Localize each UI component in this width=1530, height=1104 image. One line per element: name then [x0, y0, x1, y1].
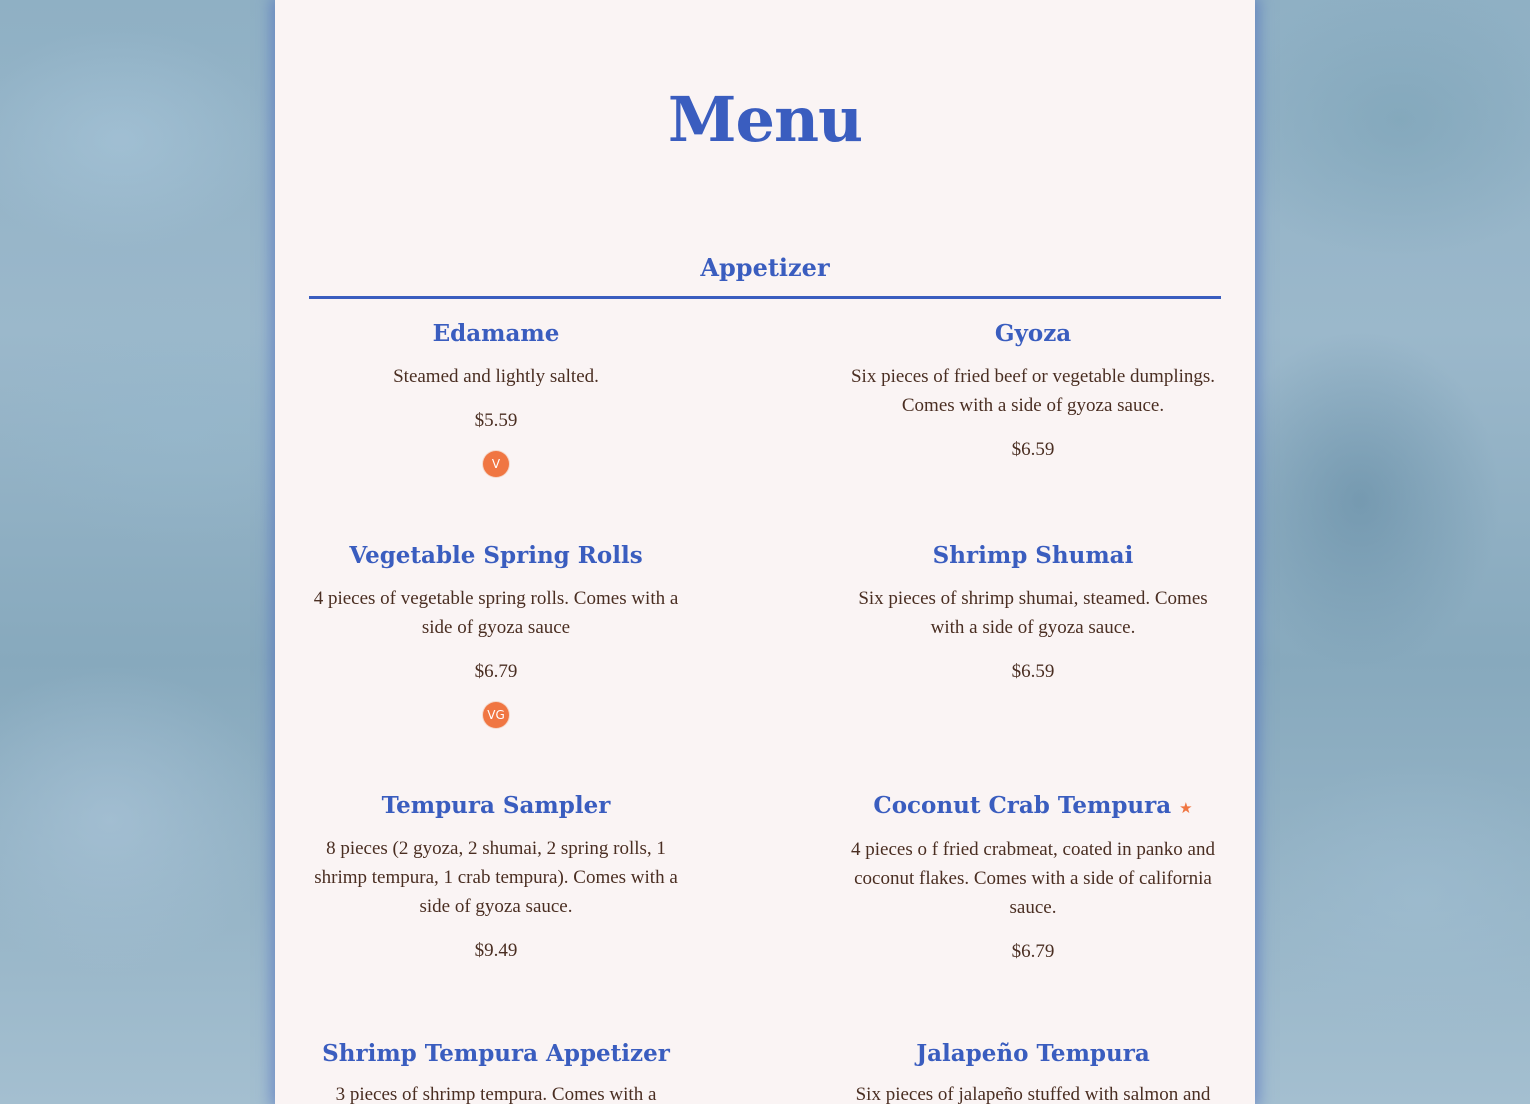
menu-item-jalapeno-tempura: [845, 1037, 1221, 1104]
item-price: $6.59: [1011, 661, 1055, 682]
item-name: Edamame: [432, 320, 560, 347]
menu-item-coconut-crab-tempura: [845, 789, 1221, 966]
section-title-appetizer: Appetizer: [700, 253, 830, 282]
menu-item-vegetable-spring-rolls: [308, 539, 684, 728]
item-name: Shrimp Tempura Appetizer: [322, 1040, 670, 1067]
item-name: Jalapeño Tempura: [916, 1040, 1150, 1067]
vegan-badge: VG: [483, 702, 509, 728]
item-description: Steamed and lightly salted.: [393, 366, 599, 387]
item-price: $6.79: [474, 661, 518, 682]
item-description: 4 pieces of vegetable spring rolls. Comes with a side of gyoza sauce: [313, 588, 679, 638]
item-name: Gyoza: [994, 320, 1072, 347]
item-price: $5.59: [474, 410, 518, 431]
item-description: Six pieces of shrimp shumai, steamed. Comes with a side of gyoza sauce.: [858, 588, 1208, 638]
menu-item-edamame: [308, 317, 684, 477]
item-description: Six pieces of fried beef or vegetable dumplings. Comes with a side of gyoza sauce.: [850, 366, 1216, 416]
menu-item-shrimp-tempura-appetizer: [308, 1037, 684, 1104]
item-price: $6.79: [1011, 941, 1055, 962]
item-description: 3 pieces of shrimp tempura. Comes with a: [335, 1084, 657, 1104]
menu-item-tempura-sampler: [308, 789, 684, 965]
item-description: 8 pieces (2 gyoza, 2 shumai, 2 spring rolls, 1 shrimp tempura, 1 crab tempura). Comes with a side of gyoza sauce.: [314, 838, 678, 917]
item-description: 4 pieces o f fried crabmeat, coated in panko and coconut flakes. Comes with a side of california sauce.: [850, 839, 1215, 918]
menu-page: [275, 0, 1255, 1104]
menu-item-gyoza: [845, 317, 1221, 464]
vegetarian-badge: V: [483, 451, 509, 477]
item-name-row: [845, 789, 1221, 824]
item-price: $6.59: [1011, 439, 1055, 460]
menu-item-shrimp-shumai: [845, 539, 1221, 686]
item-description: Six pieces of jalapeño stuffed with salmon and: [855, 1084, 1211, 1104]
star-icon: ★: [1179, 799, 1193, 817]
item-name: Vegetable Spring Rolls: [349, 542, 643, 569]
item-name: Shrimp Shumai: [932, 542, 1134, 569]
item-price: $9.49: [474, 940, 518, 961]
page-title: Menu: [667, 83, 863, 156]
section-divider: [309, 296, 1221, 299]
item-name: Coconut Crab Tempura: [873, 792, 1172, 819]
item-name: Tempura Sampler: [381, 792, 611, 819]
